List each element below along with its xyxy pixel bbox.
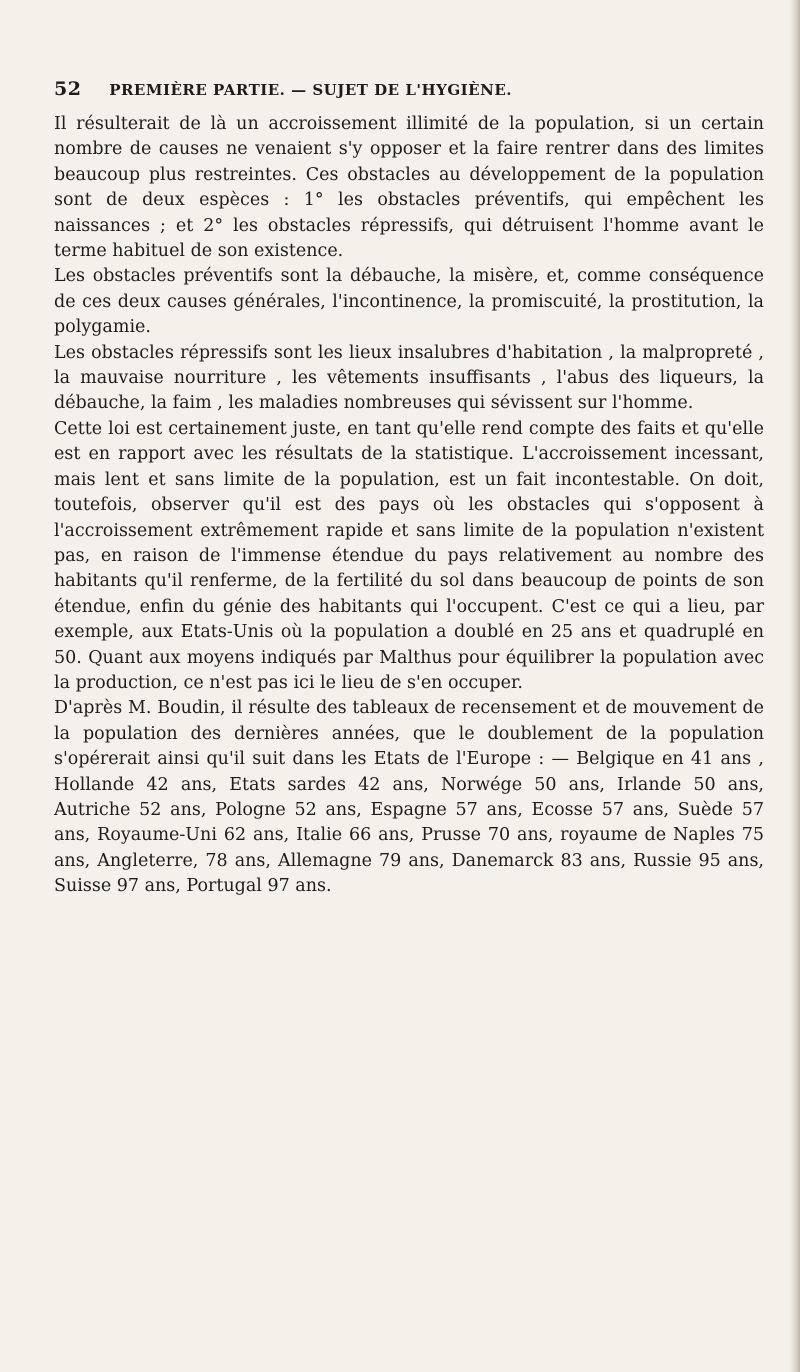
- paragraph-3: Les obstacles répressifs sont les lieux insalubres d'habitation , la malpropreté , la mauvaise nourriture , les vêtements insuffisants , l'abus des liqueurs, la débauche, la faim , les maladies nombreuses qui sévissent sur l'homme.: [54, 342, 764, 414]
- body-text: [54, 112, 764, 900]
- page-number: 52: [54, 78, 82, 100]
- running-header: [54, 78, 754, 100]
- paragraph-5: D'après M. Boudin, il résulte des tableaux de recensement et de mouvement de la population des dernières années, que le doublement de la population s'opérerait ainsi qu'il suit dans les Etats de l'Europe : — Belgique en 41 ans , Hollande 42 ans, Etats sardes 42 ans, Norwége 50 ans, Irlande 50 ans, Autriche 52 ans, Pologne 52 ans, Espagne 57 ans, Ecosse 57 ans, Suède 57 ans, Royaume-Uni 62 ans, Italie 66 ans, Prusse 70 ans, royaume de Naples 75 ans, Angleterre, 78 ans, Allemagne 79 ans, Danemarck 83 ans, Russie 95 ans, Suisse 97 ans, Portugal 97 ans.: [54, 698, 764, 897]
- paragraph-4: Cette loi est certainement juste, en tant qu'elle rend compte des faits et qu'elle est en rapport avec les résultats de la statistique. L'accroissement incessant, mais lent et sans limite de la population, est un fait incontestable. On doit, toutefois, observer qu'il est des pays où les obstacles qui s'opposent à l'accroissement extrêmement rapide et sans limite de la population n'existent pas, en raison de l'immense étendue du pays relativement au nombre des habitants qu'il renferme, de la fertilité du sol dans beaucoup de points de son étendue, enfin du génie des habitants qui l'occupent. C'est ce qui a lieu, par exemple, aux Etats-Unis où la population a doublé en 25 ans et quadruplé en 50. Quant aux moyens indiqués par Malthus pour équilibrer la population avec la production, ce n'est pas ici le lieu de s'en occuper.: [54, 418, 764, 693]
- running-title: PREMIÈRE PARTIE. — SUJET DE L'HYGIÈNE.: [109, 81, 512, 99]
- paragraph-2: Les obstacles préventifs sont la débauche, la misère, et, comme conséquence de ces deux causes générales, l'incontinence, la promiscuité, la prostitution, la polygamie.: [54, 266, 764, 338]
- paragraph-1: Il résulterait de là un accroissement illimité de la population, si un certain nombre de causes ne venaient s'y opposer et la faire rentrer dans des limites beaucoup plus restreintes. Ces obstacles au développement de la population sont de deux espèces : 1° les obstacles préventifs, qui empêchent les naissances ; et 2° les obstacles répressifs, qui détruisent l'homme avant le terme habituel de son existence.: [54, 114, 764, 262]
- page-edge: [790, 0, 800, 1372]
